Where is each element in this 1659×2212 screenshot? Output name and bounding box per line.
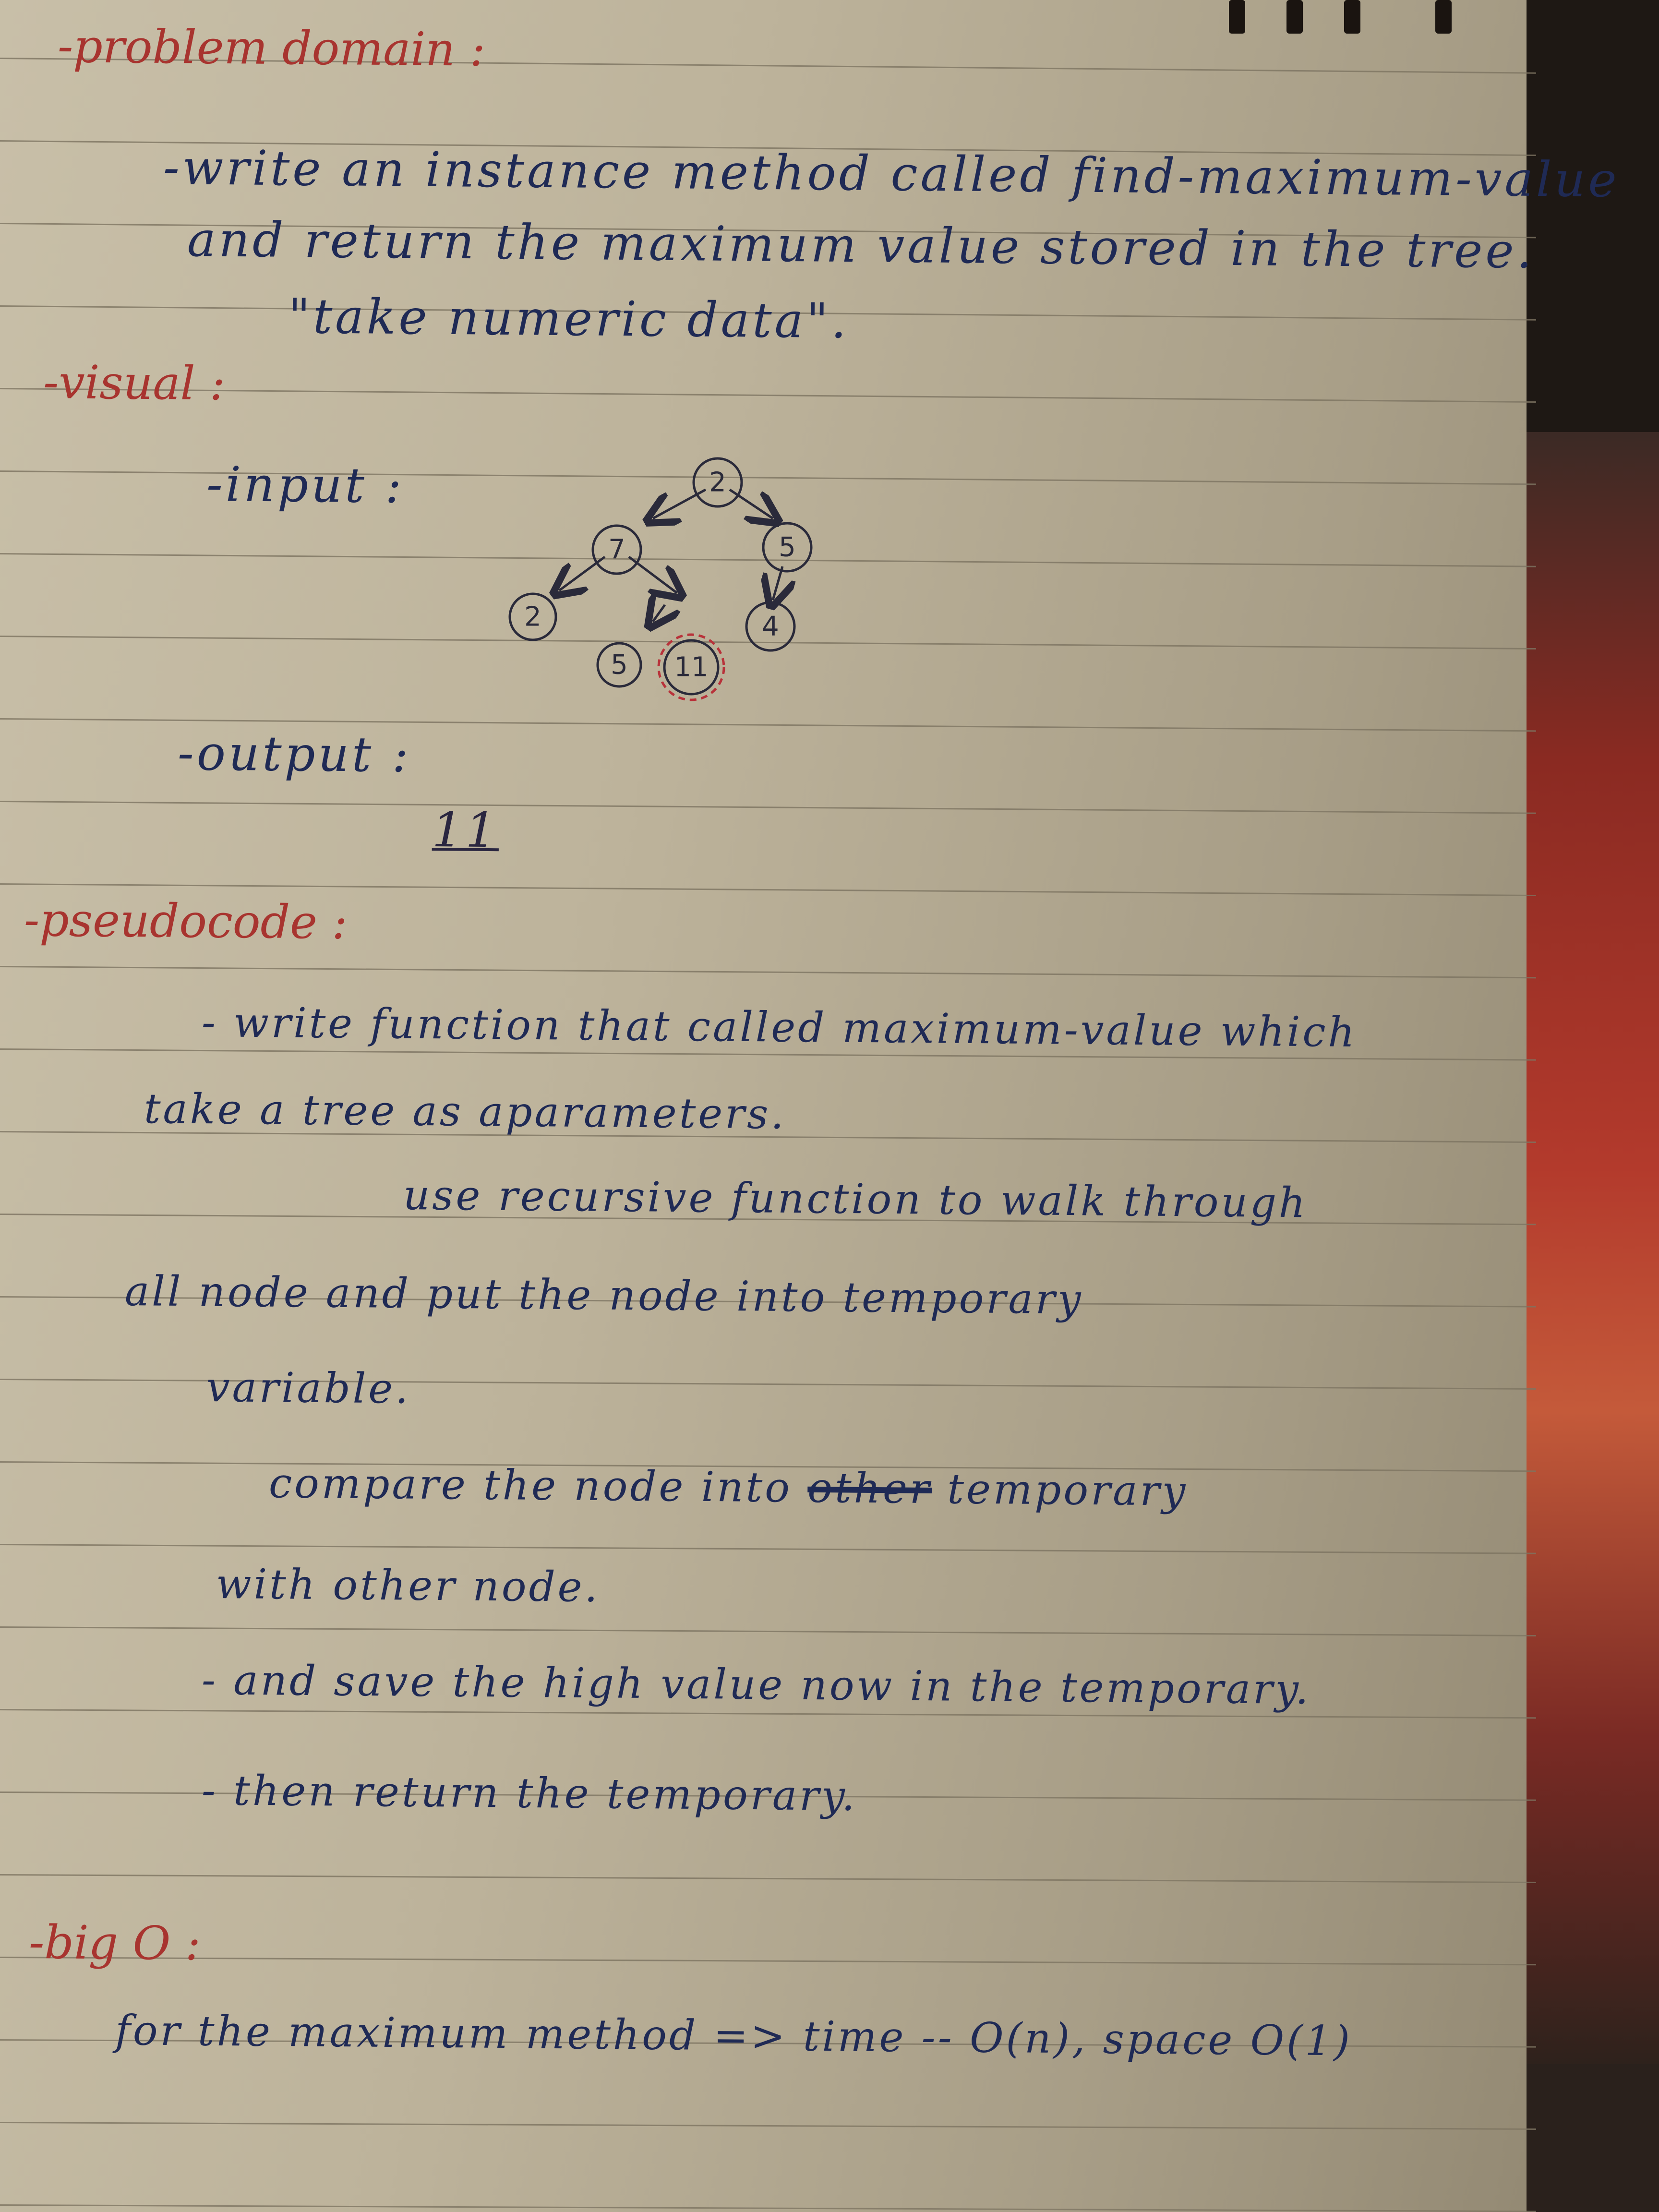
ruled-line [0, 966, 1536, 978]
tree-node-label: 2 [709, 467, 726, 498]
ruled-line [0, 1544, 1536, 1554]
spiral-hole [1229, 0, 1245, 34]
pseudocode-line-6-end: temporary [947, 1465, 1188, 1515]
pseudocode-line-3: use recursive function to walk through [403, 1171, 1308, 1227]
big-o-line: for the maximum method => time -- O(n), space O(1) [115, 2007, 1353, 2066]
ruled-line [0, 2122, 1536, 2130]
spiral-hole [1344, 0, 1360, 34]
visual-heading: -visual : [43, 355, 226, 411]
tree-node-label: 5 [611, 649, 628, 681]
spiral-hole [1286, 0, 1303, 34]
tree-node [510, 594, 556, 640]
background-dark [1515, 0, 1659, 432]
tree-edge [730, 490, 773, 518]
tree-node-label: 4 [762, 611, 779, 642]
ruled-line [0, 388, 1536, 403]
ruled-line [0, 1626, 1536, 1636]
pseudocode-line-4: all node and put the node into temporary [124, 1267, 1083, 1324]
tree-edge [559, 557, 605, 590]
tree-edge [653, 605, 665, 622]
input-label: -input : [206, 456, 405, 514]
ruled-line [0, 1874, 1536, 1883]
tree-node [598, 643, 641, 686]
pseudocode-line-1: - write function that called maximum-value which [201, 998, 1358, 1057]
tree-node-max [659, 635, 724, 700]
problem-line-1: -write an instance method called find-maximum-value [163, 139, 1620, 208]
tree-node-label: 5 [779, 531, 796, 563]
problem-line-3: "take numeric data". [288, 288, 850, 349]
output-label: -output : [177, 725, 412, 783]
pseudocode-line-6 [269, 1459, 1188, 1515]
tree-node [694, 458, 742, 506]
pseudocode-line-5: variable. [206, 1363, 411, 1413]
tree-node-label: 7 [608, 534, 625, 565]
binary-tree-diagram [480, 451, 864, 749]
ruled-line [0, 801, 1536, 814]
pseudocode-line-2: take a tree as aparameters. [144, 1085, 787, 1139]
problem-domain-heading: -problem domain : [57, 19, 486, 77]
ruled-line [0, 2204, 1536, 2212]
pseudocode-line-7: with other node. [216, 1560, 601, 1611]
output-value: 11 [432, 802, 499, 859]
tree-node [593, 526, 641, 574]
pseudocode-line-9: - then return the temporary. [201, 1767, 858, 1820]
problem-line-2: and return the maximum value stored in the tree. [187, 211, 1535, 279]
pseudocode-line-6-text: compare the node into [268, 1459, 793, 1512]
spiral-hole [1435, 0, 1452, 34]
background-fabric [1515, 432, 1659, 2064]
ruled-line [0, 1957, 1536, 1965]
tree-node-label: 11 [674, 651, 709, 683]
pseudocode-heading: -pseudocode : [24, 893, 348, 950]
tree-node [746, 602, 794, 650]
big-o-heading: -big O : [28, 1915, 201, 1971]
pseudocode-crossed-word: other [807, 1464, 932, 1514]
tree-node-label: 2 [524, 601, 541, 633]
pseudocode-line-8: - and save the high value now in the temporary. [201, 1656, 1311, 1714]
tree-node [763, 523, 811, 571]
